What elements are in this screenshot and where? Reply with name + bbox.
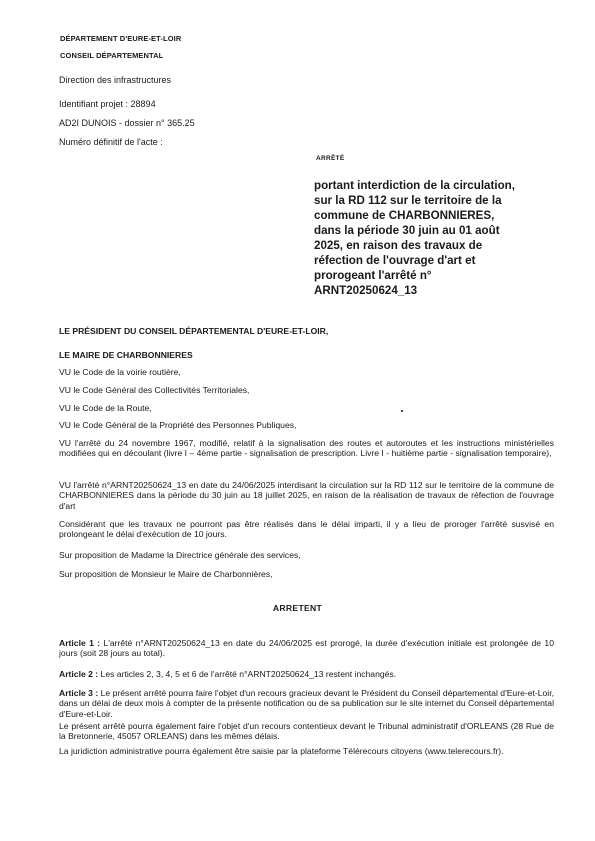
article-1 <box>59 638 554 659</box>
vu-propriete: VU le Code Général de la Propriété des Personnes Publiques, <box>59 420 297 430</box>
maire-authority: LE MAIRE DE CHARBONNIERES <box>59 350 193 360</box>
arretent-heading: ARRETENT <box>272 603 323 613</box>
arrete-label: ARRÊTÉ <box>316 155 345 162</box>
title-line: sur la RD 112 sur le territoire de la <box>314 194 502 207</box>
article-3-text: Le présent arrêté pourra faire l'objet d'un recours gracieux devant le Président du Conseil départemental d'Eure-et-Loir, dans un délai de deux mois à compter de la présente notification ou de sa publication sur le site internet du Conseil départemental d'Eure-et-Loir. <box>59 688 554 719</box>
title-line: ARNT20250624_13 <box>314 284 418 297</box>
article-1-text: L'arrêté n°ARNT20250624_13 en date du 24/06/2025 est prorogé, la durée d'exécution initiale est prolongée de 10 jours (soit 28 jours au total). <box>59 638 554 659</box>
title-line: dans la période 30 juin au 01 août <box>314 224 500 237</box>
article-3-label: Article 3 : <box>59 688 99 698</box>
considerant: Considérant que les travaux ne pourront pas être réalisés dans le délai imparti, il y a lieu de proroger l'arrêté susvisé en prolongeant le délai d'exécution de 10 jours. <box>59 519 554 540</box>
vu-arrete-initial: VU l'arrêté n°ARNT20250624_13 en date du 24/06/2025 interdisant la circulation sur la RD 112 sur le territoire de la commune de CHARBONNIERES dans la période du 30 juin au 18 juillet 2025, en raison de la réalisation de travaux de réfection de l'ouvrage d'art <box>59 480 554 511</box>
scan-speck <box>401 410 403 412</box>
vu-voirie: VU le Code de la voirie routière, <box>59 367 181 377</box>
title-line: portant interdiction de la circulation, <box>314 179 515 192</box>
act-number: Numéro définitif de l'acte : <box>59 137 163 147</box>
article-3-recours-contentieux: Le présent arrêté pourra également faire l'objet d'un recours contentieux devant le Tribunal administratif d'ORLEANS (28 Rue de la Bretonnerie, 45057 ORLEANS) dans les mêmes délais. <box>59 721 554 742</box>
dossier-number: AD2I DUNOIS - dossier n° 365.25 <box>59 118 195 128</box>
document-title <box>314 178 564 298</box>
president-authority: LE PRÉSIDENT DU CONSEIL DÉPARTEMENTAL D'EURE-ET-LOIR, <box>59 326 329 336</box>
article-2-text: Les articles 2, 3, 4, 5 et 6 de l'arrêté n°ARNT20250624_13 restent inchangés. <box>98 669 397 679</box>
department-header: DÉPARTEMENT D'EURE-ET-LOIR <box>60 34 182 43</box>
vu-route: VU le Code de la Route, <box>59 403 152 413</box>
vu-arrete-1967: VU l'arrêté du 24 novembre 1967, modifié, relatif à la signalisation des routes et autoroutes et les instructions ministérielles modifiées qui en découlant (livre I – 4ème partie - signalisation de prescription. Livre I - huitième partie - signalisation temporaire), <box>59 438 554 459</box>
title-line: commune de CHARBONNIERES, <box>314 209 495 222</box>
article-3-telerecours: La juridiction administrative pourra également être saisie par la plateforme Télérecours citoyens (www.telerecours.fr). <box>59 746 504 756</box>
council-header: CONSEIL DÉPARTEMENTAL <box>60 51 164 60</box>
title-line: 2025, en raison des travaux de <box>314 239 483 252</box>
proposition-maire: Sur proposition de Monsieur le Maire de Charbonnières, <box>59 569 273 579</box>
article-3 <box>59 688 554 719</box>
vu-collectivites: VU le Code Général des Collectivités Territoriales, <box>59 385 250 395</box>
article-2 <box>59 669 554 679</box>
title-line: prorogeant l'arrêté n° <box>314 269 432 282</box>
project-id: Identifiant projet : 28894 <box>59 99 156 109</box>
article-2-label: Article 2 : <box>59 669 99 679</box>
direction-line: Direction des infrastructures <box>59 75 172 85</box>
title-line: réfection de l'ouvrage d'art et <box>314 254 476 267</box>
proposition-directrice: Sur proposition de Madame la Directrice générale des services, <box>59 550 301 560</box>
article-1-label: Article 1 : <box>59 638 101 648</box>
